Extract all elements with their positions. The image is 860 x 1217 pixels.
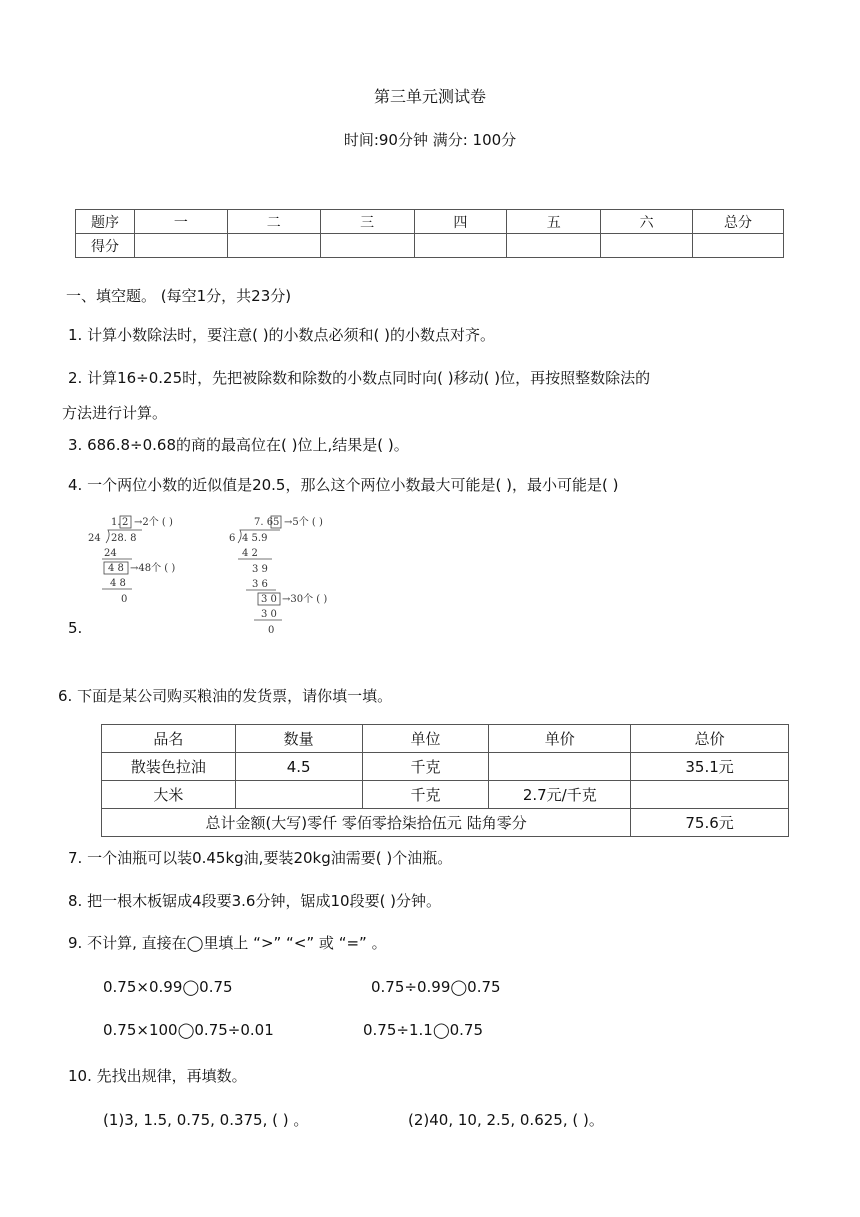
long-division-diagram-1 <box>84 512 214 607</box>
dividend: 4 5.9 <box>242 533 268 544</box>
score-cell[interactable] <box>507 234 601 258</box>
question-1: 1. 计算小数除法时，要注意( )的小数点必须和( )的小数点对齐。 <box>68 326 496 344</box>
invoice-header-cell: 总价 <box>631 725 789 753</box>
invoice-cell: 2.7元/千克 <box>489 781 631 809</box>
step-remainder-2: 3 0 <box>261 594 277 605</box>
quotient-boxed-digit: 2 <box>122 517 129 528</box>
score-header-cell: 二 <box>227 210 320 234</box>
invoice-cell: 大米 <box>102 781 236 809</box>
score-table-header-row <box>76 210 784 234</box>
question-4: 4. 一个两位小数的近似值是20.5，那么这个两位小数最大可能是( )，最小可能是( ) <box>68 476 619 494</box>
page-title: 第三单元测试卷 <box>373 87 486 106</box>
question-5: 5. <box>68 619 83 637</box>
score-header-cell: 总分 <box>693 210 784 234</box>
question-7: 7. 一个油瓶可以装0.45kg油,要装20kg油需要( )个油瓶。 <box>68 849 453 867</box>
step-product-1: 24 <box>104 548 117 559</box>
quotient-note: →5个 ( ) <box>284 517 323 528</box>
invoice-cell: 散装色拉油 <box>102 753 236 781</box>
compare-item-b: 0.75÷0.99◯0.75 <box>371 978 501 996</box>
score-cell[interactable] <box>320 234 414 258</box>
step-product-2: 4 8 <box>110 578 126 589</box>
divisor: 24 <box>88 533 101 544</box>
invoice-total-label: 总计金额(大写)零仟 零佰零拾柒拾伍元 陆角零分 <box>102 809 631 837</box>
quotient-digits: 1. <box>111 517 121 528</box>
score-table-score-row <box>76 234 784 258</box>
invoice-row <box>102 781 789 809</box>
invoice-header-cell: 数量 <box>235 725 362 753</box>
final-remainder: 0 <box>268 625 275 636</box>
long-division-diagram-2 <box>224 512 354 637</box>
compare-item-d: 0.75÷1.1◯0.75 <box>363 1021 484 1039</box>
score-header-cell: 四 <box>414 210 507 234</box>
sequence-item-1: (1)3, 1.5, 0.75, 0.375, ( ) 。 <box>103 1111 309 1129</box>
score-cell[interactable] <box>414 234 507 258</box>
invoice-cell: 千克 <box>362 753 489 781</box>
question-2-continued: 方法进行计算。 <box>62 404 168 422</box>
quotient-note: →2个 ( ) <box>134 517 173 528</box>
invoice-header-row <box>102 725 789 753</box>
score-row-label: 得分 <box>76 234 135 258</box>
question-9: 9. 不计算, 直接在◯里填上 “>” “<” 或 “=” 。 <box>68 934 387 952</box>
exam-info: 时间:90分钟 满分: 100分 <box>343 131 517 149</box>
invoice-cell: 千克 <box>362 781 489 809</box>
invoice-header-cell: 单位 <box>362 725 489 753</box>
invoice-header-cell: 单价 <box>489 725 631 753</box>
invoice-blank-cell[interactable] <box>489 753 631 781</box>
step-note: →30个 ( ) <box>282 594 328 605</box>
step-remainder-1: 4 8 <box>108 563 124 574</box>
invoice-row <box>102 753 789 781</box>
divisor: 6 <box>229 533 236 544</box>
question-10: 10. 先找出规律，再填数。 <box>68 1067 247 1085</box>
score-header-cell: 六 <box>601 210 693 234</box>
invoice-table <box>101 724 789 837</box>
sequence-item-2: (2)40, 10, 2.5, 0.625, ( )。 <box>408 1111 604 1129</box>
final-remainder: 0 <box>121 594 128 605</box>
score-header-cell: 五 <box>507 210 601 234</box>
score-cell[interactable] <box>227 234 320 258</box>
quotient-boxed-digit: 5 <box>273 517 280 528</box>
step-product-3: 3 0 <box>261 609 277 620</box>
step-note: →48个 ( ) <box>130 563 176 574</box>
quotient-digits: 7. 6 <box>254 517 274 528</box>
score-header-cell: 三 <box>320 210 414 234</box>
compare-item-a: 0.75×0.99◯0.75 <box>103 978 233 996</box>
section-heading: 一、填空题。 (每空1分，共23分) <box>66 287 292 305</box>
invoice-blank-cell[interactable] <box>235 781 362 809</box>
invoice-total-row <box>102 809 789 837</box>
compare-item-c: 0.75×100◯0.75÷0.01 <box>103 1021 274 1039</box>
score-table <box>75 209 784 258</box>
question-3: 3. 686.8÷0.68的商的最高位在( )位上,结果是( )。 <box>68 436 409 454</box>
invoice-cell: 4.5 <box>235 753 362 781</box>
question-8: 8. 把一根木板锯成4段要3.6分钟，锯成10段要( )分钟。 <box>68 892 442 910</box>
score-header-cell: 题序 <box>76 210 135 234</box>
invoice-cell: 35.1元 <box>631 753 789 781</box>
invoice-header-cell: 品名 <box>102 725 236 753</box>
step-product-1: 4 2 <box>242 548 258 559</box>
dividend: 28. 8 <box>111 533 137 544</box>
score-header-cell: 一 <box>134 210 227 234</box>
invoice-total-value: 75.6元 <box>631 809 789 837</box>
question-6: 6. 下面是某公司购买粮油的发货票，请你填一填。 <box>58 687 393 705</box>
score-cell[interactable] <box>601 234 693 258</box>
step-remainder-1: 3 9 <box>252 564 268 575</box>
score-cell[interactable] <box>693 234 784 258</box>
step-product-2: 3 6 <box>252 579 268 590</box>
invoice-blank-cell[interactable] <box>631 781 789 809</box>
question-2: 2. 计算16÷0.25时，先把被除数和除数的小数点同时向( )移动( )位，再按照整数除法的 <box>68 369 651 387</box>
score-cell[interactable] <box>134 234 227 258</box>
